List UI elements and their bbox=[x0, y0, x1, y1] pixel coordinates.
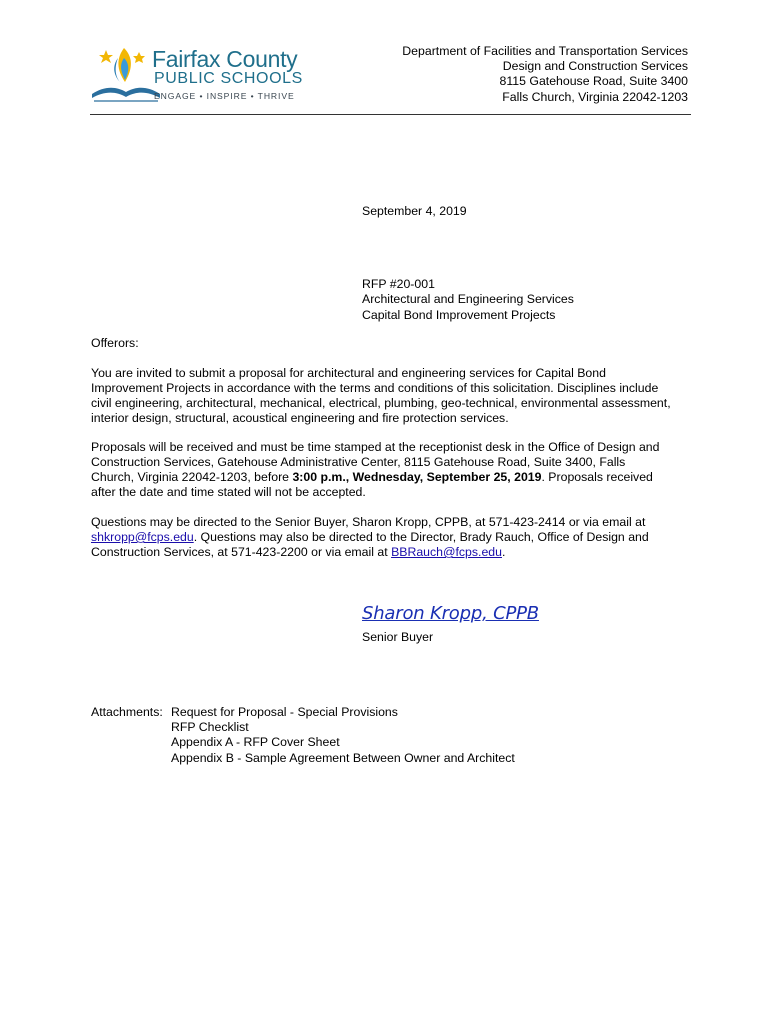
letterhead-address bbox=[402, 44, 688, 105]
star-right-icon bbox=[133, 52, 145, 63]
street-line: 8115 Gatehouse Road, Suite 3400 bbox=[499, 74, 688, 89]
paragraph-line: civil engineering, architectural, mechanical, electrical, plumbing, geo-technical, environmental assessment, bbox=[91, 396, 671, 410]
letter-date: September 4, 2019 bbox=[362, 204, 467, 218]
text-segment: . bbox=[501, 545, 506, 559]
text-segment: Church, Virginia 22042-1203, before bbox=[91, 470, 293, 484]
paragraph-line: after the date and time stated will not be accepted. bbox=[91, 485, 366, 499]
paragraph-line bbox=[91, 470, 659, 485]
text-segment: . Questions may also be directed to the Director, Brady Rauch, Office of Design and bbox=[193, 530, 649, 544]
attachment-item: RFP Checklist bbox=[171, 720, 249, 735]
header-divider bbox=[90, 114, 691, 115]
paragraph-questions bbox=[91, 515, 649, 560]
paragraph-line bbox=[91, 545, 649, 560]
paragraph-line: Questions may be directed to the Senior Buyer, Sharon Kropp, CPPB, at 571-423-2414 or via email at bbox=[91, 515, 646, 529]
text-segment: Construction Services, at 571-423-2200 or via email at bbox=[91, 545, 392, 559]
attachment-item: Appendix B - Sample Agreement Between Owner and Architect bbox=[171, 750, 515, 765]
salutation: Offerors: bbox=[91, 336, 139, 350]
text-segment: . Proposals received bbox=[541, 470, 653, 484]
buyer-email-link[interactable]: shkropp@fcps.edu bbox=[91, 530, 194, 544]
paragraph-invitation bbox=[91, 366, 671, 426]
attachment-item: Appendix A - RFP Cover Sheet bbox=[171, 735, 340, 750]
logo-tagline: ENGAGE • INSPIRE • THRIVE bbox=[154, 91, 295, 101]
rfp-project: Capital Bond Improvement Projects bbox=[362, 307, 556, 322]
paragraph-line bbox=[91, 530, 649, 545]
logo-title: Fairfax County bbox=[152, 46, 298, 72]
logo-subtitle: PUBLIC SCHOOLS bbox=[154, 70, 303, 87]
rfp-number: RFP #20-001 bbox=[362, 277, 435, 291]
paragraph-line: Proposals will be received and must be time stamped at the receptionist desk in the Office of Design and bbox=[91, 440, 660, 454]
department-line: Department of Facilities and Transportation Services bbox=[402, 44, 688, 58]
signer-role: Senior Buyer bbox=[362, 630, 434, 644]
paragraph-line: interior design, structural, acoustical engineering and fire protection services. bbox=[91, 411, 509, 425]
paragraph-line: Construction Services, Gatehouse Administrative Center, 8115 Gatehouse Road, Suite 3400, Falls bbox=[91, 455, 626, 469]
attachment-item: Request for Proposal - Special Provisions bbox=[171, 705, 398, 719]
rfp-title: Architectural and Engineering Services bbox=[362, 292, 574, 307]
city-line: Falls Church, Virginia 22042-1203 bbox=[502, 89, 688, 104]
attachments-label: Attachments: bbox=[91, 705, 163, 719]
deadline-text: 3:00 p.m., Wednesday, September 25, 2019 bbox=[292, 470, 542, 484]
star-left-icon bbox=[99, 50, 113, 63]
book-icon bbox=[92, 88, 160, 98]
attachments-list bbox=[171, 705, 515, 766]
signature: Sharon Kropp, CPPB bbox=[362, 603, 539, 624]
division-line: Design and Construction Services bbox=[502, 59, 688, 74]
paragraph-line: You are invited to submit a proposal for architectural and engineering services for Capital Bond bbox=[91, 366, 606, 380]
paragraph-submission bbox=[91, 440, 659, 500]
director-email-link[interactable]: BBRauch@fcps.edu bbox=[391, 545, 502, 559]
paragraph-line: Improvement Projects in accordance with the terms and conditions of this solicitation. Disciplines include bbox=[91, 381, 659, 395]
reference-block bbox=[362, 277, 574, 323]
